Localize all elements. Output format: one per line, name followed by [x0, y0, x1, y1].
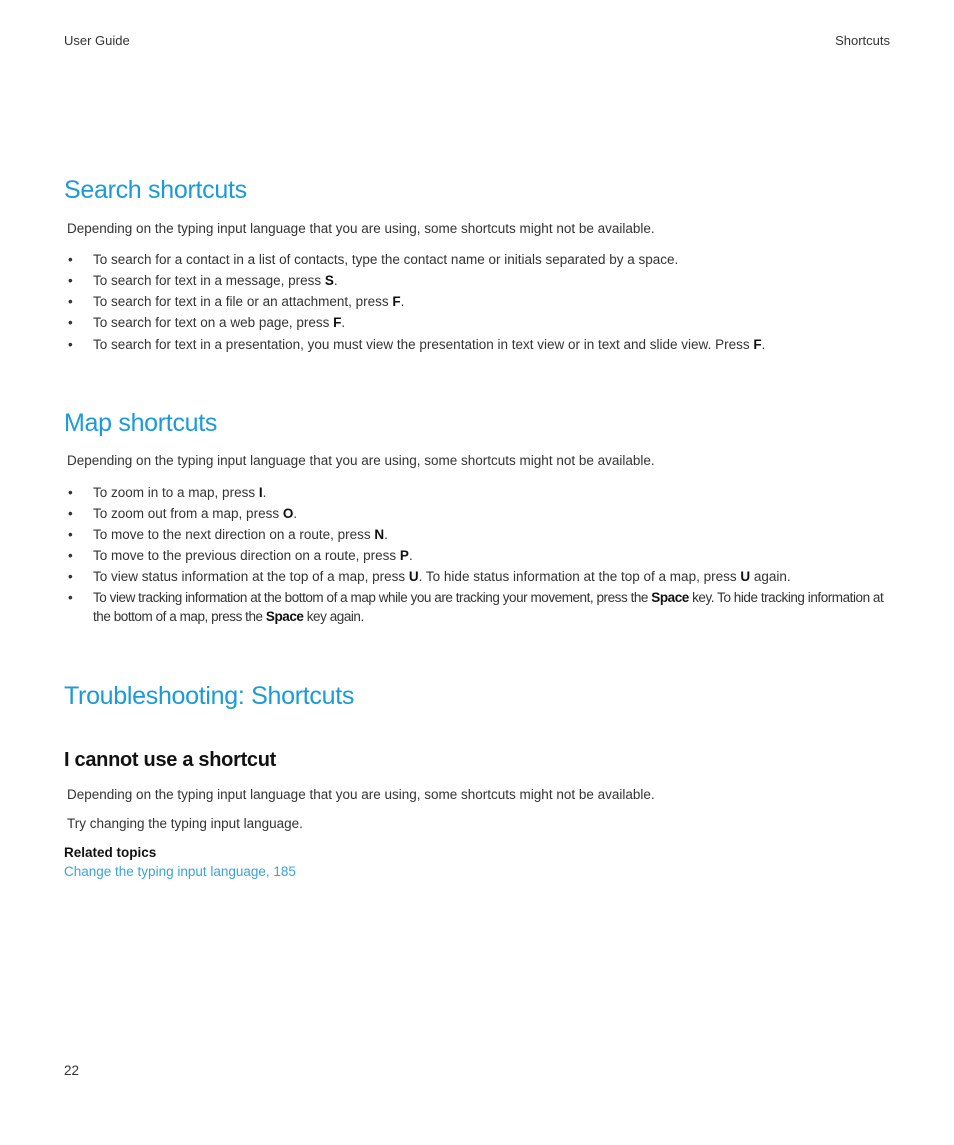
cannot-use-shortcut-heading: I cannot use a shortcut	[64, 749, 277, 771]
troubleshooting-para-1: Depending on the typing input language that you are using, some shortcuts might not be available.	[67, 787, 655, 802]
header-left: User Guide	[64, 33, 130, 48]
list-item: • To search for text on a web page, press F.	[68, 315, 346, 330]
list-item: • To move to the previous direction on a route, press P.	[68, 548, 413, 563]
search-shortcut-list	[64, 250, 892, 354]
list-item: • To move to the next direction on a route, press N.	[68, 527, 388, 542]
list-item: • To view status information at the top of a map, press U. To hide status information at the top of a map, press U again.	[68, 569, 791, 584]
header-right: Shortcuts	[835, 33, 890, 48]
search-shortcuts-heading: Search shortcuts	[64, 176, 247, 204]
search-intro: Depending on the typing input language that you are using, some shortcuts might not be available.	[67, 221, 655, 236]
list-item: • To search for a contact in a list of contacts, type the contact name or initials separated by a space.	[68, 252, 679, 267]
page-number: 22	[64, 1063, 80, 1078]
troubleshooting-para-2: Try changing the typing input language.	[67, 816, 303, 831]
map-shortcut-list	[64, 483, 892, 626]
related-topics-label: Related topics	[64, 845, 157, 860]
list-item: • To search for text in a file or an attachment, press F.	[68, 294, 405, 309]
related-topic-link[interactable]: Change the typing input language, 185	[64, 864, 296, 879]
list-item: • To view tracking information at the bottom of a map while you are tracking your movement, press the Space key. To hide tracking information at the bottom of a map, press the Space key again.	[68, 590, 884, 624]
map-shortcuts-heading: Map shortcuts	[64, 409, 218, 437]
map-intro: Depending on the typing input language that you are using, some shortcuts might not be available.	[67, 453, 655, 468]
troubleshooting-heading: Troubleshooting: Shortcuts	[64, 682, 355, 710]
list-item: • To zoom out from a map, press O.	[68, 506, 298, 521]
list-item: • To search for text in a message, press S.	[68, 273, 338, 288]
list-item: • To search for text in a presentation, you must view the presentation in text view or in text and slide view. Press F.	[68, 337, 766, 352]
list-item: • To zoom in to a map, press I.	[68, 485, 267, 500]
